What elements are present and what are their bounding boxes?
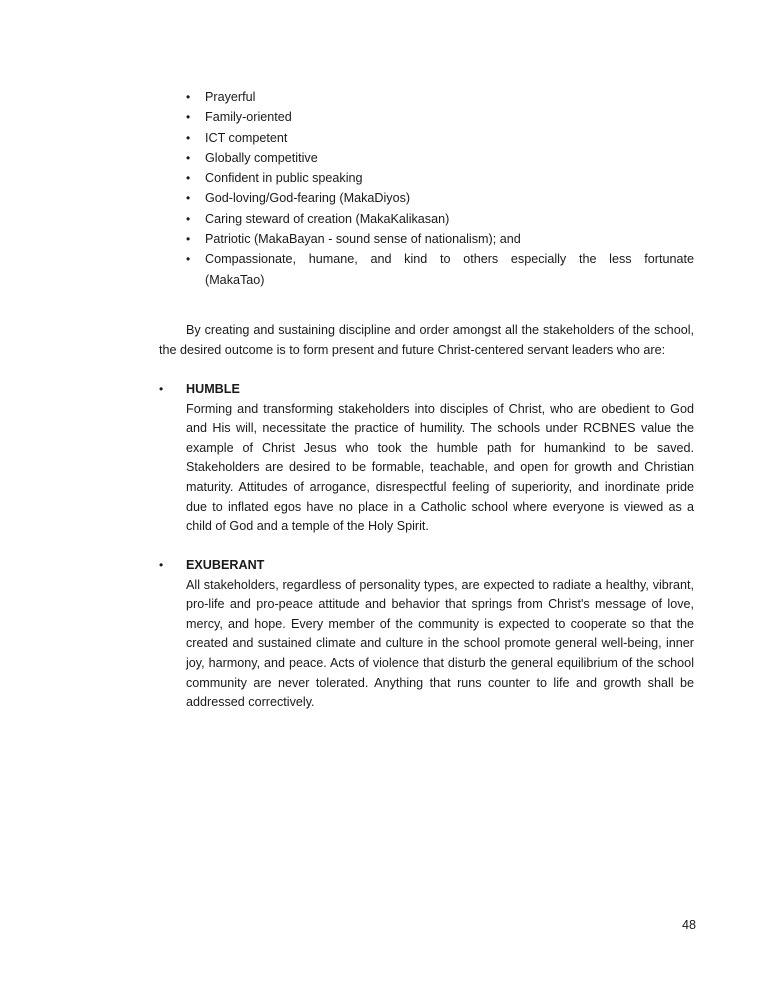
- list-item: [186, 229, 694, 249]
- bullet-icon: •: [159, 382, 164, 396]
- value-heading: HUMBLE: [186, 382, 240, 396]
- list-item: [186, 209, 694, 229]
- bullet-icon: •: [186, 90, 191, 104]
- list-item-text-line2: (MakaTao): [205, 272, 265, 287]
- page-number: 48: [681, 918, 696, 932]
- value-heading: EXUBERANT: [186, 558, 265, 572]
- list-item: [186, 87, 694, 107]
- list-item-text: ICT competent: [205, 130, 288, 145]
- list-item-text: Patriotic (MakaBayan - sound sense of nationalism); and: [205, 232, 521, 247]
- bullet-icon: •: [186, 252, 191, 267]
- list-item-text: Confident in public speaking: [205, 171, 363, 186]
- list-item: [186, 168, 694, 188]
- list-item-text: Prayerful: [205, 90, 256, 104]
- traits-bullet-list: [186, 87, 694, 290]
- list-item: [186, 188, 694, 208]
- list-item: [186, 148, 694, 168]
- list-item-text: Caring steward of creation (MakaKalikasan): [205, 211, 450, 226]
- list-item-text: God-loving/God-fearing (MakaDiyos): [205, 191, 411, 206]
- bullet-icon: •: [186, 191, 191, 206]
- bullet-icon: •: [186, 110, 191, 125]
- bullet-icon: •: [186, 211, 191, 226]
- bullet-icon: •: [186, 130, 191, 145]
- list-item-text: Family-oriented: [205, 110, 292, 125]
- list-item-text: Globally competitive: [205, 150, 318, 165]
- list-item: [186, 107, 694, 127]
- bullet-icon: •: [159, 558, 164, 572]
- bullet-icon: •: [186, 171, 191, 186]
- list-item: [186, 249, 694, 290]
- list-item-text-line1: Compassionate, humane, and kind to others especially the less fortunate: [205, 252, 694, 267]
- bullet-icon: •: [186, 150, 191, 165]
- value-body: Forming and transforming stakeholders into disciples of Christ, who are obedient to God and His will, necessitate the practice of humility. The schools under RCBNES value the example of Christ Jesus who took the humble path for humankind to be saved. Stakeholders are desired to be formable, teachable, and open for growth and Christian maturity. Attitudes of arrogance, disrespectful feeling of superiority, and inordinate pride due to inflated egos have no place in a Catholic school where everyone is viewed as a child of God and a temple of the Holy Spirit.: [186, 401, 694, 534]
- bullet-icon: •: [186, 232, 191, 247]
- list-item: [186, 128, 694, 148]
- value-body: All stakeholders, regardless of personality types, are expected to radiate a healthy, vibrant, pro-life and pro-peace attitude and behavior that springs from Christ's message of love, mercy, and hope. Every member of the community is expected to cooperate so that the created and sustained climate and culture in the school promote general well-being, inner joy, harmony, and peace. Acts of violence that disturb the general equilibrium of the school community are never tolerated. Anything that runs counter to life and growth shall be addressed correctively.: [186, 577, 694, 710]
- intro-paragraph: By creating and sustaining discipline and order amongst all the stakeholders of the school, the desired outcome is to form present and future Christ-centered servant leaders who are:: [159, 323, 694, 357]
